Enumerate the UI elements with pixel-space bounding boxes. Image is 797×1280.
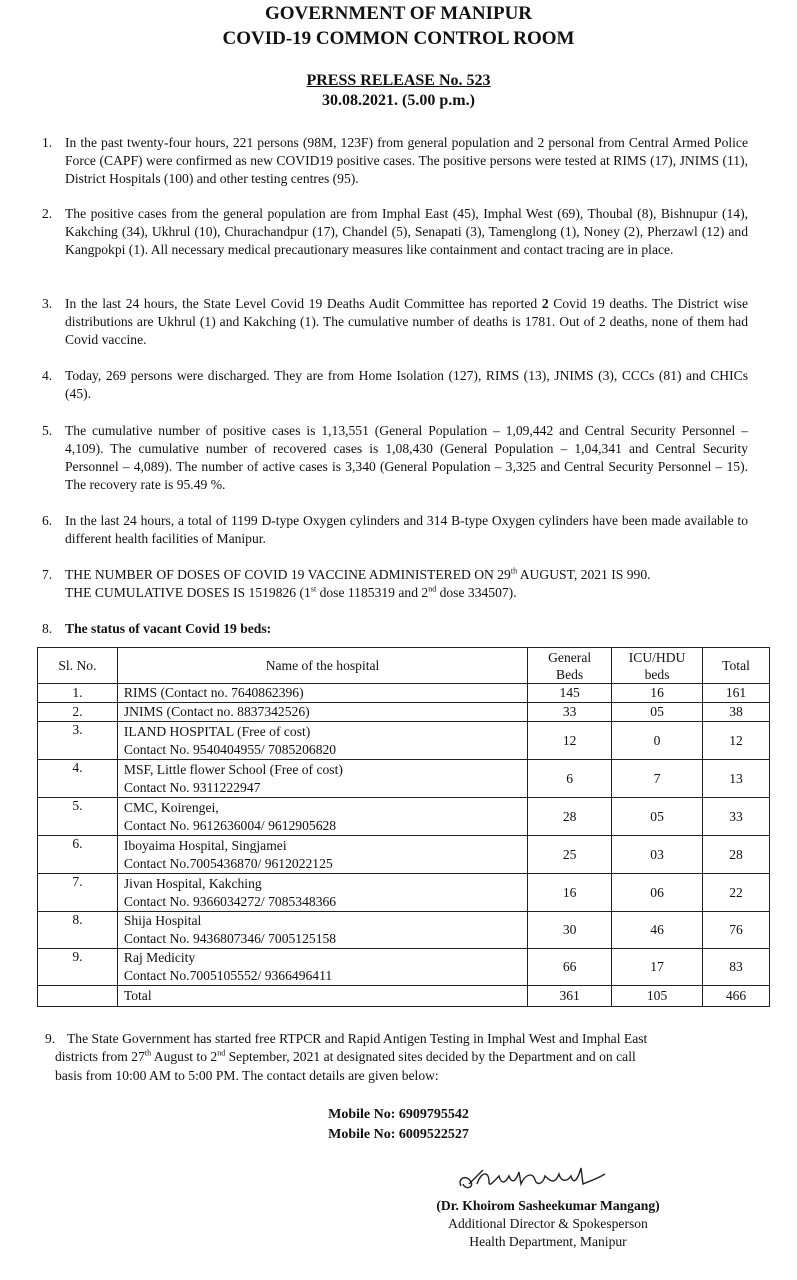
- hospital-contact: Contact No.7005436870/ 9612022125: [123, 855, 333, 871]
- total-general: 361: [528, 986, 612, 1007]
- col-general-beds: General Beds: [528, 648, 612, 684]
- general-beds-cell: 28: [528, 798, 612, 836]
- paragraph-number: 1.: [42, 135, 53, 150]
- mobile-number-1: Mobile No: 6909795542: [328, 1107, 469, 1122]
- hospital-name-cell: [117, 760, 527, 798]
- hospital-name: JNIMS (Contact no. 8837342526): [123, 704, 310, 719]
- paragraph-6: [42, 512, 748, 548]
- col-total: Total: [703, 648, 770, 684]
- press-release-number: PRESS RELEASE No. 523: [306, 72, 491, 89]
- hospital-name: Shija Hospital: [123, 913, 202, 928]
- beds-table-heading: The status of vacant Covid 19 beds:: [65, 621, 272, 636]
- sl-no-cell: 1.: [38, 684, 118, 703]
- table-row: [38, 684, 770, 703]
- icu-beds-cell: 06: [612, 874, 703, 912]
- total-beds-cell: 38: [703, 703, 770, 722]
- total-label: Total: [117, 986, 527, 1007]
- sl-no-cell: 9.: [38, 949, 118, 986]
- sl-no-cell: 4.: [38, 760, 118, 798]
- hospital-name-cell: [117, 684, 527, 703]
- table-row: [38, 874, 770, 912]
- paragraph-4: [42, 367, 748, 403]
- paragraph-number: 6.: [42, 513, 53, 528]
- col-sl-no: Sl. No.: [38, 648, 118, 684]
- government-title: GOVERNMENT OF MANIPUR: [264, 3, 533, 24]
- icu-beds-cell: 16: [612, 684, 703, 703]
- icu-beds-cell: 46: [612, 912, 703, 949]
- hospital-name-cell: [117, 836, 527, 874]
- paragraph-number: 8.: [42, 621, 53, 636]
- control-room-title: COVID-19 COMMON CONTROL ROOM: [222, 28, 575, 49]
- paragraph-number: 5.: [42, 423, 53, 438]
- hospital-contact: Contact No. 9311222947: [123, 779, 261, 795]
- hospital-name: Jivan Hospital, Kakching: [123, 875, 262, 891]
- sl-no-cell: 3.: [38, 722, 118, 760]
- table-row: [38, 912, 770, 949]
- hospital-contact: Contact No. 9612636004/ 9612905628: [123, 817, 337, 833]
- general-beds-cell: 30: [528, 912, 612, 949]
- hospital-name: Iboyaima Hospital, Singjamei: [123, 837, 287, 853]
- hospital-name: ILAND HOSPITAL (Free of cost): [123, 723, 311, 739]
- table-header-row: [38, 648, 770, 684]
- paragraph-text-line: basis from 10:00 AM to 5:00 PM. The contact details are given below:: [55, 1068, 439, 1083]
- paragraph-number: 7.: [42, 567, 53, 582]
- total-beds-cell: 12: [703, 722, 770, 760]
- general-beds-cell: 25: [528, 836, 612, 874]
- paragraph-number: 2.: [42, 206, 53, 221]
- paragraph-text: In the last 24 hours, a total of 1199 D-type Oxygen cylinders and 314 B-type Oxygen cylinders have been made available to different health facilities of Manipur.: [65, 513, 748, 546]
- icu-beds-cell: 17: [612, 949, 703, 986]
- hospital-contact: Contact No. 9436807346/ 7005125158: [123, 931, 337, 946]
- total-beds-cell: 28: [703, 836, 770, 874]
- paragraph-7: [42, 566, 748, 602]
- sl-no-cell: 6.: [38, 836, 118, 874]
- total-beds-cell: 22: [703, 874, 770, 912]
- total-total: 466: [703, 986, 770, 1007]
- col-hospital-name: Name of the hospital: [117, 648, 527, 684]
- paragraph-1: [42, 134, 748, 188]
- col-icu-beds: ICU/HDU beds: [612, 648, 703, 684]
- hospital-contact: Contact No. 9366034272/ 7085348366: [123, 893, 337, 909]
- paragraph-text-line: The State Government has started free RTPCR and Rapid Antigen Testing in Imphal West and Imphal East: [67, 1031, 648, 1046]
- general-beds-cell: 66: [528, 949, 612, 986]
- hospital-name: Raj Medicity: [123, 950, 196, 965]
- icu-beds-cell: 05: [612, 798, 703, 836]
- general-beds-cell: 12: [528, 722, 612, 760]
- table-row: [38, 760, 770, 798]
- total-beds-cell: 13: [703, 760, 770, 798]
- paragraph-text: Today, 269 persons were discharged. They are from Home Isolation (127), RIMS (13), JNIMS (3), CCCs (81) and CHICs (45).: [65, 368, 748, 401]
- table-row: [38, 722, 770, 760]
- paragraph-text: In the last 24 hours, the State Level Covid 19 Deaths Audit Committee has reported 2 Covid 19 deaths. The District wise distributions are Ukhrul (1) and Kakching (1). The cumulative number of deaths is 1781. Out of 2 deaths, none of them had Covid vaccine.: [65, 296, 748, 347]
- hospital-name-cell: [117, 722, 527, 760]
- hospital-name: CMC, Koirengei,: [123, 799, 219, 815]
- paragraph-text: In the past twenty-four hours, 221 persons (98M, 123F) from general population and 2 personal from Central Armed Police Force (CAPF) were confirmed as new COVID19 positive cases. The positive persons were tested at RIMS (17), JNIMS (11), District Hospitals (100) and other testing centres (95).: [65, 135, 748, 186]
- icu-beds-cell: 7: [612, 760, 703, 798]
- general-beds-cell: 16: [528, 874, 612, 912]
- sl-no-cell: 5.: [38, 798, 118, 836]
- signatory-name: (Dr. Khoirom Sasheekumar Mangang): [436, 1198, 660, 1213]
- hospital-name-cell: [117, 703, 527, 722]
- hospital-contact: Contact No. 9540404955/ 7085206820: [123, 741, 337, 757]
- paragraph-number: 3.: [42, 296, 53, 311]
- general-beds-cell: 6: [528, 760, 612, 798]
- table-row: [38, 703, 770, 722]
- total-beds-cell: 161: [703, 684, 770, 703]
- hospital-name: MSF, Little flower School (Free of cost): [123, 761, 343, 777]
- paragraph-text: The cumulative number of positive cases is 1,13,551 (General Population – 1,09,442 and Central Security Personnel – 4,109). The cumulative number of recovered cases is 1,08,430 (General Population – 1,04,341 and Central Security Personnel – 4,089). The number of active cases is 3,340 (General Population – 3,325 and Central Security Personnel – 15). The recovery rate is 95.49 %.: [65, 423, 748, 492]
- hospital-name-cell: [117, 949, 527, 986]
- paragraph-5: [42, 422, 748, 494]
- total-icu: 105: [612, 986, 703, 1007]
- table-row: [38, 836, 770, 874]
- paragraph-3: [42, 295, 748, 349]
- vacant-beds-table: [37, 647, 770, 1007]
- table-row: [38, 949, 770, 986]
- press-release-datetime: 30.08.2021. (5.00 p.m.): [322, 92, 475, 109]
- hospital-name-cell: [117, 798, 527, 836]
- paragraph-text: THE NUMBER OF DOSES OF COVID 19 VACCINE ADMINISTERED ON 29th AUGUST, 2021 IS 990. THE CUMULATIVE DOSES IS 1519826 (1st dose 1185319 and 2nd dose 334507).: [65, 566, 651, 600]
- general-beds-cell: 33: [528, 703, 612, 722]
- hospital-contact: Contact No.7005105552/ 9366496411: [123, 968, 333, 983]
- signature: [455, 1160, 625, 1196]
- total-beds-cell: 76: [703, 912, 770, 949]
- sl-no-cell: 2.: [38, 703, 118, 722]
- paragraph-9: [45, 1030, 749, 1086]
- death-count: 2: [541, 296, 549, 311]
- signatory-department: Health Department, Manipur: [469, 1234, 627, 1249]
- hospital-name-cell: [117, 912, 527, 949]
- paragraph-number: 4.: [42, 368, 53, 383]
- total-beds-cell: 83: [703, 949, 770, 986]
- icu-beds-cell: 03: [612, 836, 703, 874]
- table-row: [38, 798, 770, 836]
- mobile-number-2: Mobile No: 6009522527: [328, 1127, 469, 1142]
- icu-beds-cell: 05: [612, 703, 703, 722]
- paragraph-8: [42, 620, 748, 638]
- paragraph-text: The positive cases from the general population are from Imphal East (45), Imphal West (69), Thoubal (8), Bishnupur (14), Kakching (34), Ukhrul (10), Churachandpur (17), Chandel (5), Senapati (3), Tamenglong (1), Noney (2), Pherzawl (12) and Kangpokpi (1). All necessary medical precautionary measures like containment and contact tracing are in place.: [65, 206, 748, 257]
- total-beds-cell: 33: [703, 798, 770, 836]
- hospital-name: RIMS (Contact no. 7640862396): [123, 685, 304, 700]
- signatory-designation: Additional Director & Spokesperson: [448, 1216, 648, 1231]
- paragraph-2: [42, 205, 748, 277]
- icu-beds-cell: 0: [612, 722, 703, 760]
- sl-no-cell: 7.: [38, 874, 118, 912]
- paragraph-text-line: districts from 27th August to 2nd September, 2021 at designated sites decided by the Department and on call: [55, 1048, 636, 1064]
- general-beds-cell: 145: [528, 684, 612, 703]
- paragraph-number: 9.: [45, 1031, 56, 1046]
- hospital-name-cell: [117, 874, 527, 912]
- table-total-row: [38, 986, 770, 1007]
- sl-no-cell: 8.: [38, 912, 118, 949]
